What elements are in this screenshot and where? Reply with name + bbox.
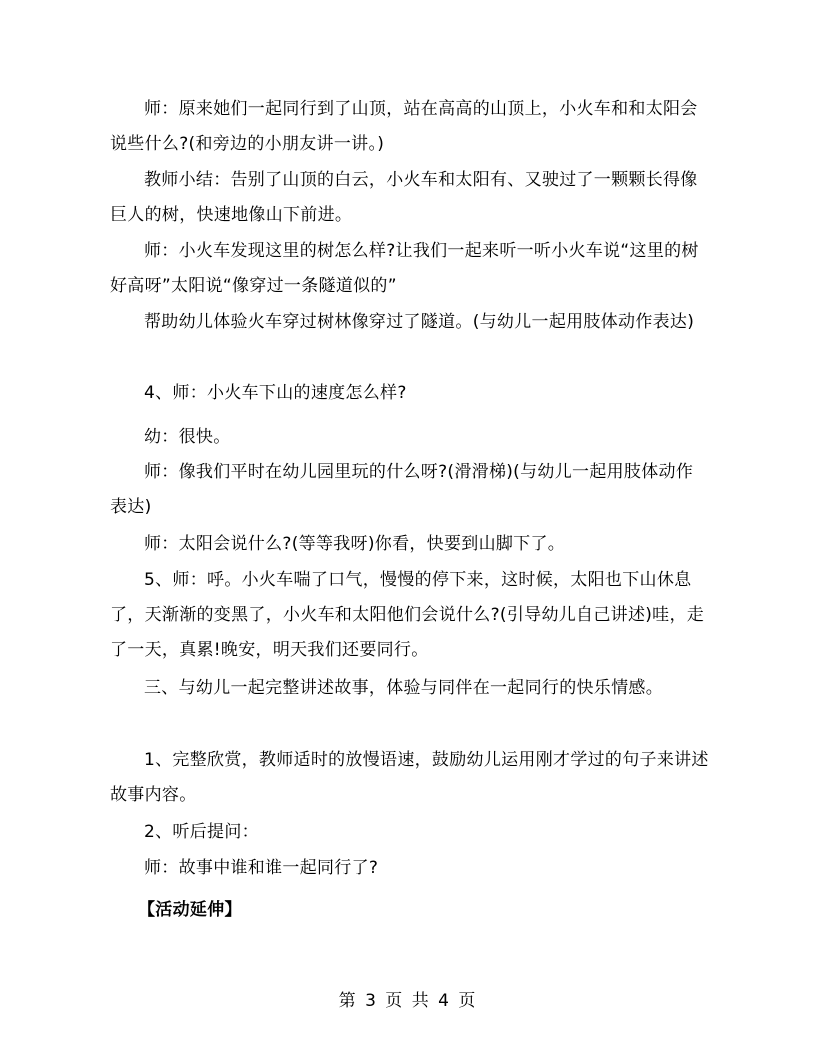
page-footer: 第 3 页 共 4 页 — [338, 991, 478, 1011]
paragraph: 师：原来她们一起同行到了山顶，站在高高的山顶上，小火车和和太阳会说些什么?(和旁边的小朋友讲一讲。) — [110, 99, 698, 154]
paragraph: 师：小火车发现这里的树怎么样?让我们一起来听一听小火车说“这里的树好高呀”太阳说“像穿过一条隧道似的” — [110, 241, 699, 296]
paragraph: 三、与幼儿一起完整讲述故事，体验与同伴在一起同行的快乐情感。 — [144, 678, 663, 698]
paragraph: 2、听后提问： — [144, 822, 259, 842]
paragraph: 5、师：呼。小火车喘了口气，慢慢的停下来，这时候，太阳也下山休息了，天渐渐的变黑了，小火车和太阳他们会说什么?(引导幼儿自己讲述)哇，走了一天，真累!晚安，明天我们还要同行。 — [110, 570, 705, 660]
paragraph: 教师小结：告别了山顶的白云，小火车和太阳有、又驶过了一颗颗长得像巨人的树，快速地像山下前进。 — [110, 170, 698, 225]
section-heading: 【活动延伸】 — [138, 900, 242, 920]
paragraph: 4、师：小火车下山的速度怎么样? — [144, 383, 407, 403]
paragraph: 幼：很快。 — [144, 427, 231, 447]
paragraph: 帮助幼儿体验火车穿过树林像穿过了隧道。(与幼儿一起用肢体动作表达) — [144, 312, 695, 332]
paragraph: 师：像我们平时在幼儿园里玩的什么呀?(滑滑梯)(与幼儿一起用肢体动作表达) — [110, 462, 694, 517]
paragraph: 师：太阳会说什么?(等等我呀)你看，快要到山脚下了。 — [144, 534, 566, 554]
paragraph: 师：故事中谁和谁一起同行了? — [144, 858, 379, 878]
paragraph: 1、完整欣赏，教师适时的放慢语速，鼓励幼儿运用刚才学过的句子来讲述故事内容。 — [110, 750, 709, 805]
